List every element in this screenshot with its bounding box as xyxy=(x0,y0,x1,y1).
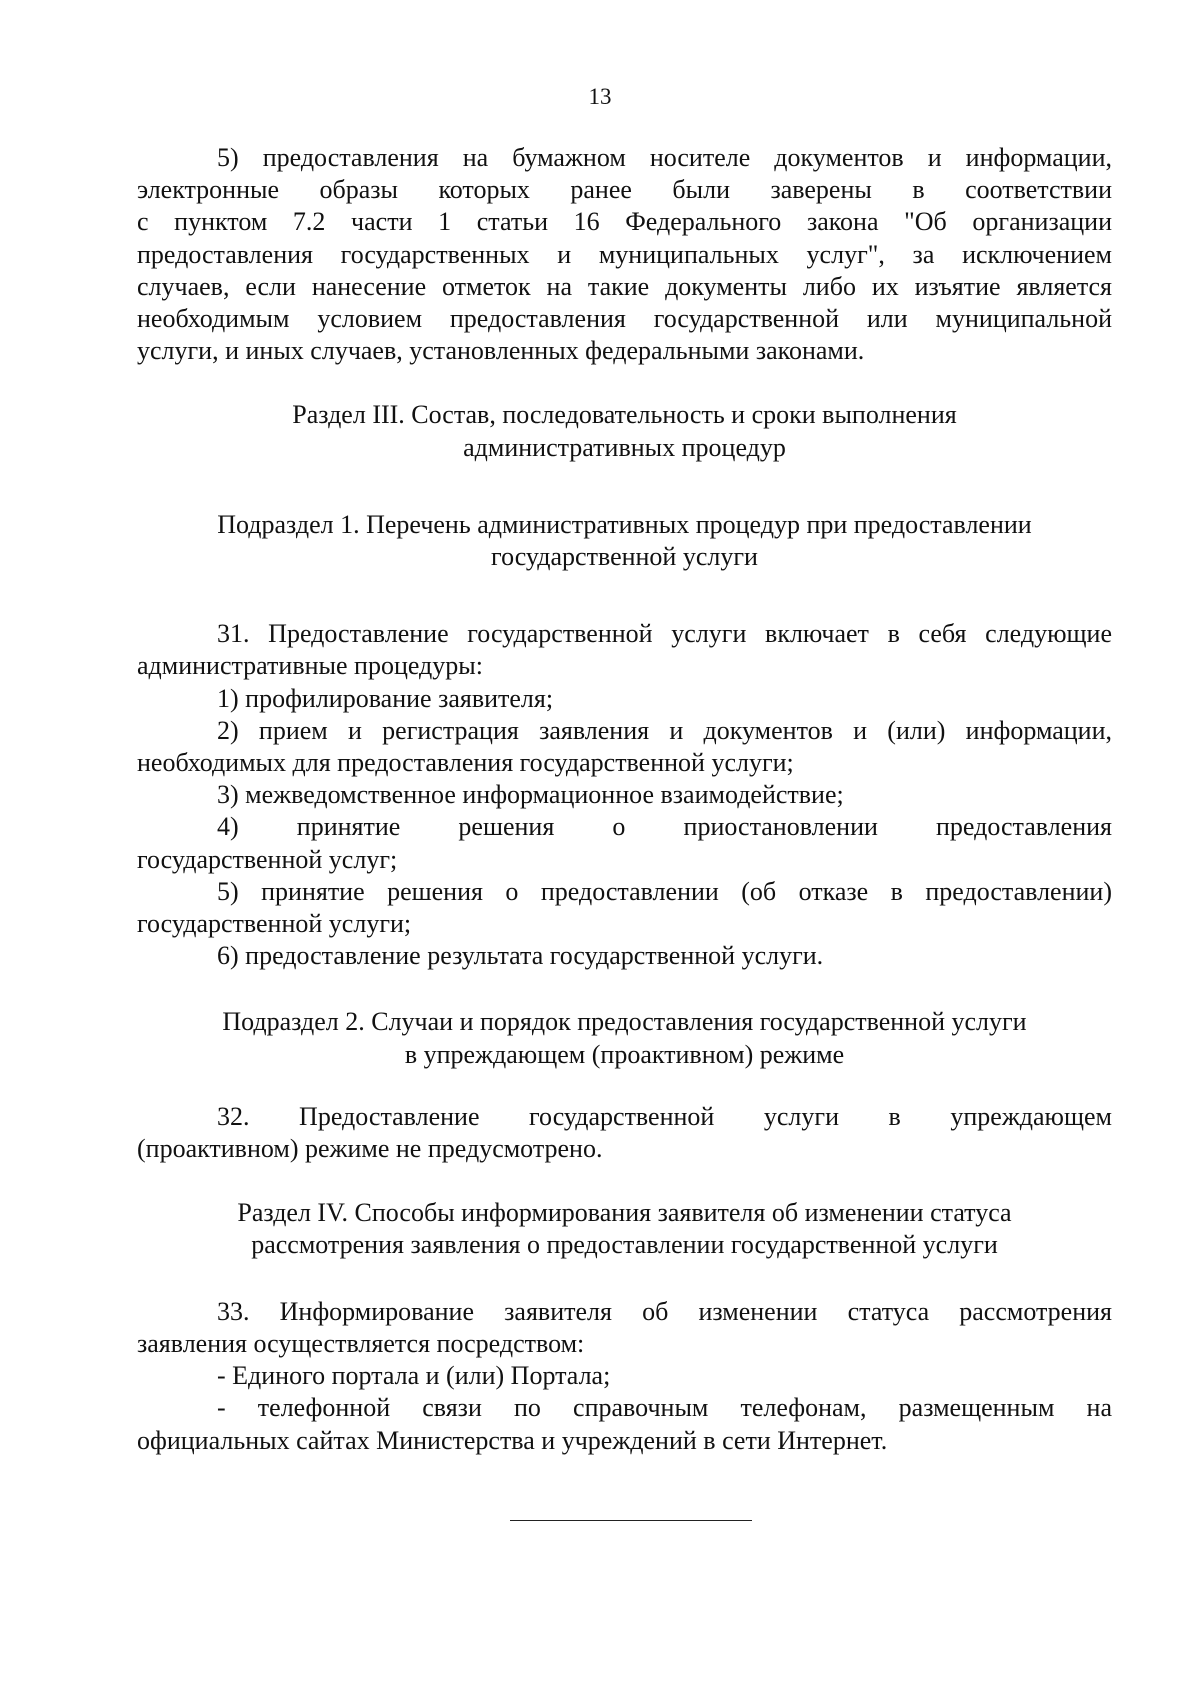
item-5-line-6: необходимым условием предоставления государственной или муниципальной xyxy=(137,304,1112,334)
item-5-line-1: 5) предоставления на бумажном носителе документов и информации, xyxy=(217,143,1112,172)
subsection-1-title-line-2: государственной услуги xyxy=(491,542,758,572)
item-5-line-2: электронные образы которых ранее были заверены в соответствии xyxy=(137,175,1112,205)
item-5-line-3: с пунктом 7.2 части 1 статьи 16 Федерального закона "Об организации xyxy=(137,207,1112,237)
item-5-line-7: услуги, и иных случаев, установленных федеральными законами. xyxy=(137,336,865,366)
paragraph-32 xyxy=(137,1101,1112,1165)
list-item-5-line-2: государственной услуги; xyxy=(137,909,412,939)
paragraph-33-line-1: 33. Информирование заявителя об изменении статуса рассмотрения xyxy=(217,1296,1112,1326)
section-3-heading xyxy=(137,399,1112,463)
bullet-item-2-line-1: - телефонной связи по справочным телефонам, размещенным на xyxy=(217,1393,1112,1423)
closing-rule xyxy=(510,1520,752,1521)
item-5-line-5: случаев, если нанесение отметок на такие документы либо их изъятие является xyxy=(137,271,1112,301)
paragraph-32-line-2: (проактивном) режиме не предусмотрено. xyxy=(137,1134,603,1164)
list-item-4-line-1: 4) принятие решения о приостановлении предоставления xyxy=(217,812,1112,842)
list-item-1: 1) профилирование заявителя; xyxy=(217,683,554,713)
subsection-1-heading xyxy=(137,509,1112,573)
subsection-2-title-line-2: в упреждающем (проактивном) режиме xyxy=(404,1039,845,1069)
item-5-line-4: предоставления государственных и муниципальных услуг", за исключением xyxy=(137,239,1112,269)
list-item-6: 6) предоставление результата государственной услуги. xyxy=(217,941,824,971)
paragraph-33-line-2: заявления осуществляется посредством: xyxy=(137,1328,585,1358)
paragraph-31-line-1: 31. Предоставление государственной услуги включает в себя следующие xyxy=(217,619,1112,649)
page-content xyxy=(137,142,1112,1457)
paragraph-31 xyxy=(137,618,1112,972)
subsection-1-title-line-1: Подраздел 1. Перечень административных процедур при предоставлении xyxy=(217,509,1032,539)
list-item-4-line-2: государственной услуг; xyxy=(137,844,398,874)
section-4-heading xyxy=(137,1197,1112,1261)
section-4-title-line-1: Раздел IV. Способы информирования заявителя об изменении статуса xyxy=(237,1198,1012,1228)
paragraph-33 xyxy=(137,1296,1112,1457)
paragraph-31-line-2: административные процедуры: xyxy=(137,651,483,681)
subsection-2-title-line-1: Подраздел 2. Случаи и порядок предоставления государственной услуги xyxy=(222,1007,1027,1037)
section-3-title-line-2: административных процедур xyxy=(463,432,786,462)
bullet-item-1: - Единого портала и (или) Портала; xyxy=(217,1361,611,1391)
list-item-3: 3) межведомственное информационное взаимодействие; xyxy=(217,780,844,810)
item-5-paragraph xyxy=(137,142,1112,367)
page-number: 13 xyxy=(588,84,612,109)
bullet-item-2-line-2: официальных сайтах Министерства и учреждений в сети Интернет. xyxy=(137,1425,888,1455)
paragraph-32-line-1: 32. Предоставление государственной услуги в упреждающем xyxy=(217,1101,1112,1131)
subsection-2-heading xyxy=(137,1006,1112,1070)
list-item-2-line-1: 2) прием и регистрация заявления и документов и (или) информации, xyxy=(217,715,1112,745)
list-item-2-line-2: необходимых для предоставления государственной услуги; xyxy=(137,748,794,778)
list-item-5-line-1: 5) принятие решения о предоставлении (об отказе в предоставлении) xyxy=(217,876,1112,906)
section-3-title-line-1: Раздел III. Состав, последовательность и сроки выполнения xyxy=(292,400,957,430)
section-4-title-line-2: рассмотрения заявления о предоставлении государственной услуги xyxy=(251,1230,998,1260)
